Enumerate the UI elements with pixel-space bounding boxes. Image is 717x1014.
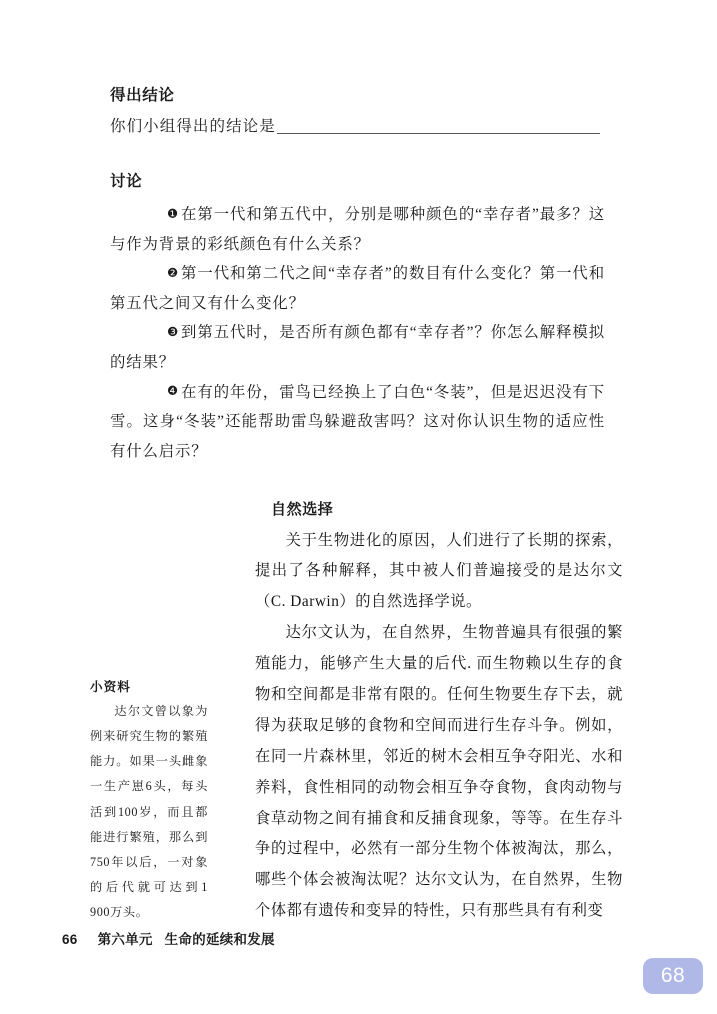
sidebar-note — [90, 676, 208, 925]
sidebar-note-body: 达尔文曾以象为例来研究生物的繁殖能力。如果一头雌象一生产崽6头，每头活到100岁，而且都能进行繁殖，那么到750年以后，一对象的后代就可达到1 900万头。 — [90, 704, 208, 919]
discussion-heading: 讨论 — [110, 173, 143, 190]
list-marker-4-icon: ❹ — [166, 383, 179, 399]
page-footer — [62, 928, 275, 948]
conclusion-section — [110, 86, 600, 138]
list-marker-1-icon: ❶ — [166, 205, 179, 221]
conclusion-heading: 得出结论 — [110, 87, 175, 104]
natural-selection-paragraph-2: 达尔文认为，在自然界，生物普遍具有很强的繁殖能力，能够产生大量的后代. 而生物赖以生存的食物和空间都是非常有限的。任何生物要生存下去，就得为获取足够的食物和空间而进行生存斗争。例如，在同一片森林里，邻近的树木会相互争夺阳光、水和养料，食性相同的动物会相互争夺食物，食肉动物与食草动物之间有捕食和反捕食现象，等等。在生存斗争的过程中，必然有一部分生物个体被淘汰，那么，哪些个体会被淘汰呢？达尔文认为，在自然界，生物个体都有遗传和变异的特性，只有那些具有有利变 — [255, 624, 623, 920]
natural-selection-section — [255, 500, 623, 927]
discussion-question-1-text: 在第一代和第五代中，分别是哪种颜色的“幸存者”最多？这与作为背景的彩纸颜色有什么关系？ — [110, 206, 605, 253]
conclusion-fill-in-row — [110, 116, 600, 138]
natural-selection-paragraph-1: 关于生物进化的原因，人们进行了长期的探索，提出了各种解释，其中被人们普遍接受的是达尔文（C. Darwin）的自然选择学说。 — [255, 531, 623, 611]
discussion-question-1 — [110, 200, 605, 259]
conclusion-answer-blank[interactable] — [277, 133, 600, 134]
sidebar-note-title: 小资料 — [90, 680, 131, 694]
discussion-question-2 — [110, 259, 605, 318]
page-number-badge[interactable]: 68 — [643, 958, 703, 994]
list-marker-2-icon: ❷ — [166, 264, 179, 280]
discussion-section — [110, 172, 605, 466]
list-marker-3-icon: ❸ — [166, 323, 179, 339]
footer-unit-label: 第六单元 — [97, 932, 153, 947]
discussion-question-3-text: 到第五代时，是否所有颜色都有“幸存者”？你怎么解释模拟的结果？ — [110, 324, 605, 372]
discussion-question-4-text: 在有的年份，雷鸟已经换上了白色“冬装”，但是迟迟没有下雪。这身“冬装”还能帮助雷鸟躲避敌害吗？这对你认识生物的适应性有什么启示？ — [110, 383, 605, 460]
natural-selection-heading: 自然选择 — [271, 501, 334, 518]
discussion-question-4 — [110, 378, 605, 467]
discussion-question-2-text: 第一代和第二代之间“幸存者”的数目有什么变化？第一代和第五代之间又有什么变化？ — [110, 265, 605, 312]
discussion-question-3 — [110, 318, 605, 377]
footer-unit-title: 生命的延续和发展 — [164, 932, 275, 947]
conclusion-fill-in-label: 你们小组得出的结论是 — [110, 118, 276, 136]
footer-folio-number: 66 — [62, 932, 78, 947]
